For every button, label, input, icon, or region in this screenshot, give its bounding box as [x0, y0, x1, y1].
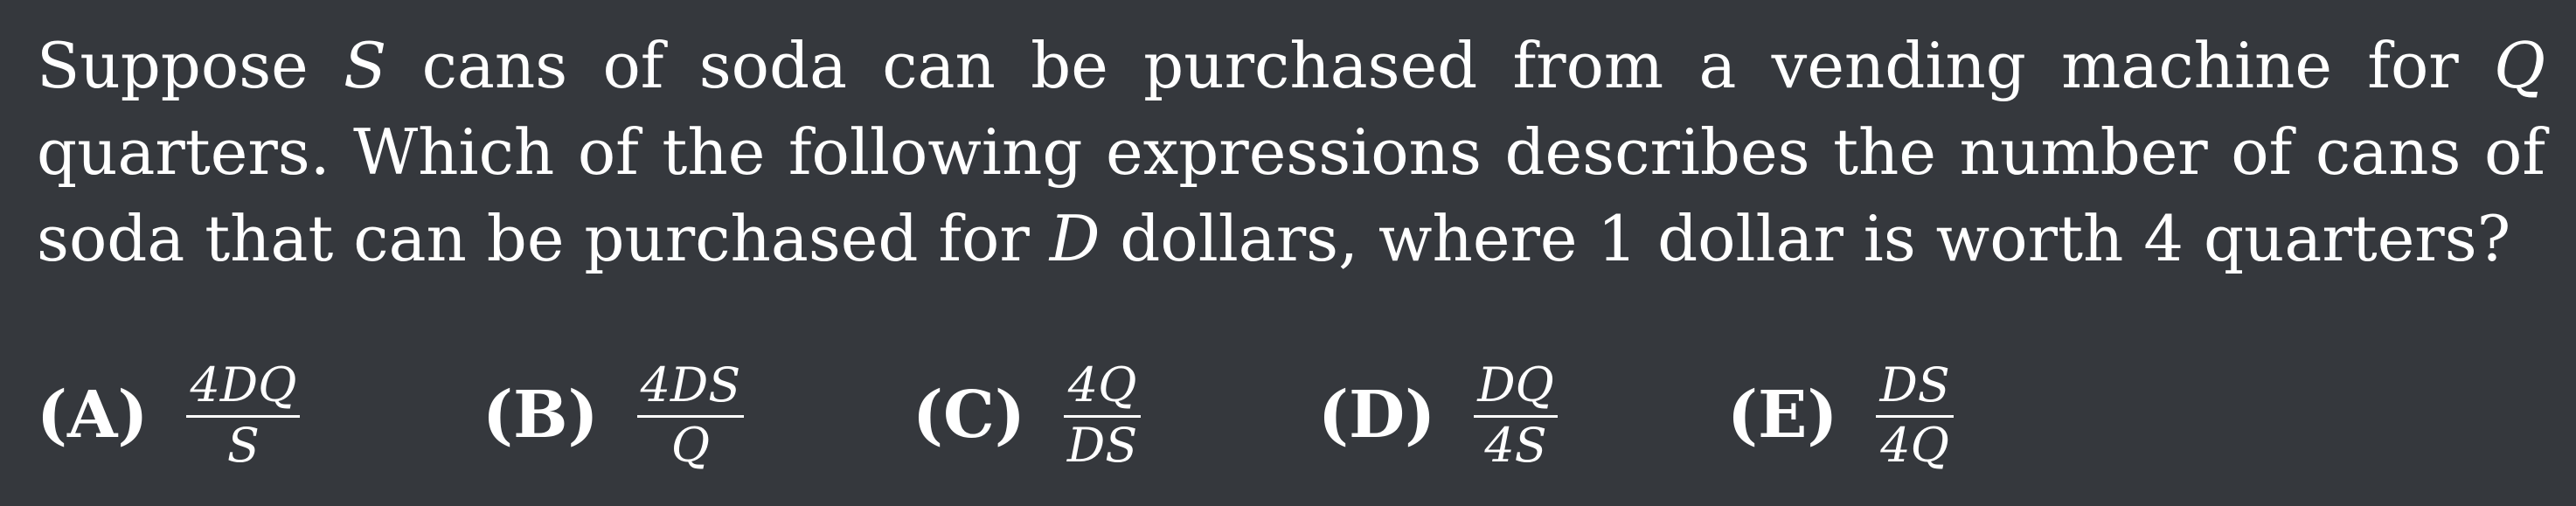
variable-d: D [1049, 202, 1101, 275]
choice-a-fraction [186, 357, 300, 473]
choice-b-label: (B) [483, 378, 599, 453]
choice-d-numerator: DQ [1477, 357, 1554, 412]
choice-c-denominator: DS [1066, 417, 1138, 473]
choice-d[interactable] [1318, 354, 1558, 476]
choice-e-label: (E) [1727, 378, 1838, 453]
question-line-1-part-1: Suppose [37, 29, 344, 102]
question-line-2 [37, 109, 2545, 196]
choice-c-label: (C) [913, 378, 1025, 453]
variable-q: Q [2493, 29, 2546, 102]
choice-a-numerator: 4DQ [190, 357, 297, 412]
choice-a-denominator: S [226, 417, 260, 473]
question-line-2-text: quarters. Which of the following expressions describes the number of cans of [37, 115, 2545, 189]
choice-e-numerator: DS [1879, 357, 1950, 412]
choice-d-label: (D) [1318, 378, 1436, 453]
choice-e-fraction [1876, 357, 1953, 473]
question-line-3-part-2: dollars, where 1 dollar is worth 4 quarters? [1100, 202, 2511, 275]
choice-e-denominator: 4Q [1880, 417, 1949, 473]
question-line-1 [37, 23, 2545, 109]
choice-d-denominator: 4S [1484, 417, 1547, 473]
choice-b-fraction [637, 357, 745, 473]
choice-c-fraction [1064, 357, 1141, 473]
choice-b-numerator: 4DS [640, 357, 741, 412]
choice-d-fraction [1474, 357, 1558, 473]
choice-c[interactable] [913, 354, 1141, 476]
choice-a[interactable] [37, 354, 300, 476]
question-line-3-part-1: soda that can be purchased for [37, 202, 1050, 275]
choice-b-denominator: Q [670, 417, 711, 473]
question-line-3 [37, 196, 2545, 282]
question-text [37, 23, 2545, 282]
choice-c-numerator: 4Q [1067, 357, 1137, 412]
variable-s: S [344, 29, 387, 102]
answer-choices [37, 354, 2545, 476]
choice-a-label: (A) [37, 378, 149, 453]
question-line-1-part-2: cans of soda can be purchased from a vending machine for [386, 29, 2494, 102]
choice-b[interactable] [483, 354, 744, 476]
choice-e[interactable] [1727, 354, 1954, 476]
